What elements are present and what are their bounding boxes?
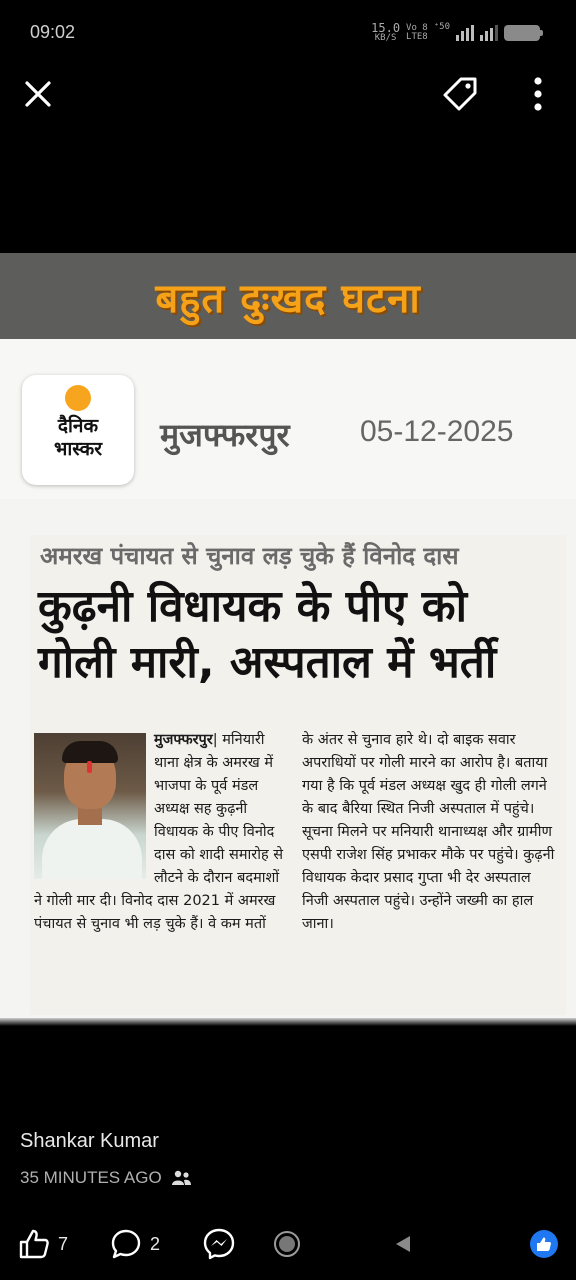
messenger-icon [202, 1227, 236, 1261]
more-options-button[interactable] [516, 72, 560, 116]
photo-banner [0, 253, 576, 339]
news-dateline: मुजफ्फरपुर [154, 732, 213, 748]
volte-line1: Vo 8 [406, 22, 428, 33]
news-body-left: मनियारी थाना क्षेत्र के अमरख में भाजपा के पूर्व मंडल अध्यक्ष सह कुढ़नी विधायक के पीए विनोद दास को शादी समारोह से लौटने के दौरान बदमाशों ने गोली मार दी। विनोद दास 2021 में अमरख पंचायत से चुनाव भी लड़ चुके हैं। वे कम मतों [34, 732, 284, 932]
back-button[interactable] [392, 1224, 414, 1264]
newspaper-header [0, 339, 576, 499]
tag-button[interactable] [438, 72, 482, 116]
more-vertical-icon [533, 77, 543, 111]
news-headline: कुढ़नी विधायक के पीए को गोली मारी, अस्पताल में भर्ती [38, 581, 497, 688]
status-indicators [371, 22, 540, 43]
photo-hair [62, 741, 118, 763]
logo-line1: दैनिक [57, 415, 99, 437]
photo-tilak [87, 761, 92, 773]
comment-button[interactable] [110, 1224, 160, 1264]
photo-shirt [42, 819, 142, 879]
comment-count: 2 [150, 1233, 161, 1254]
tag-icon [441, 75, 479, 113]
like-button[interactable] [18, 1224, 68, 1264]
news-person-photo [34, 733, 146, 879]
friends-icon [170, 1170, 192, 1186]
post-photo[interactable] [0, 253, 576, 1025]
logo-line2: भास्कर [53, 438, 103, 460]
like-badge [530, 1230, 558, 1258]
like-badge-icon [536, 1236, 552, 1252]
status-bar [0, 0, 576, 64]
post-time-row [20, 1168, 192, 1188]
sun-icon [65, 385, 91, 411]
home-button[interactable] [272, 1224, 302, 1264]
close-button[interactable] [16, 72, 60, 116]
post-author[interactable]: Shankar Kumar [20, 1130, 159, 1152]
logo-text [22, 415, 134, 461]
photo-toolbar [0, 64, 576, 124]
net-speed-unit: KB/S [374, 33, 397, 43]
news-kicker: अमरख पंचायत से चुनाव लड़ चुके हैं विनोद दास [40, 542, 459, 570]
photo-edge [0, 1018, 576, 1026]
volte-line2: LTE8 [406, 31, 428, 42]
like-count: 7 [58, 1233, 69, 1254]
net-speed [371, 22, 400, 43]
status-time: 09:02 [30, 22, 76, 42]
news-column-right: के अंतर से चुनाव हारे थे। दो बाइक सवार अपराधियों पर गोली मारने का आरोप है। बताया गया है कि पूर्व मंडल अध्यक्ष खुद ही गोली लगने के बाद बैरिया स्थित निजी अस्पताल में पहुंचे। सूचना मिलने पर मनियारी थानाध्यक्ष और ग्रामीण एसपी राजेश सिंह प्रभाकर मौके पर पहुंचे। कुढ़नी विधायक केदार प्रसाद गुप्ता भी देर अस्पताल निजी अस्पताल पहुंचे। उन्होंने जख्मी का हाल जाना। [302, 732, 555, 932]
thumbs-up-icon [18, 1228, 50, 1260]
banner-title: बहुत दुःखद घटना [155, 275, 421, 322]
news-clipping [30, 535, 566, 1015]
header-date: 05-12-2025 [360, 415, 514, 448]
volte-indicator [406, 24, 428, 42]
signal-label: ⁺50 [433, 22, 450, 32]
dateline-sep: | [212, 732, 223, 748]
signal-icon [456, 25, 474, 41]
dainik-bhaskar-logo [22, 375, 134, 485]
comment-icon [110, 1228, 142, 1260]
home-circle-icon [272, 1229, 302, 1259]
battery-icon [504, 25, 540, 41]
messenger-button[interactable] [202, 1224, 236, 1264]
close-icon [24, 80, 52, 108]
header-city: मुजफ्फरपुर [160, 416, 290, 454]
signal-icon-2 [480, 25, 498, 41]
net-speed-value: 15.0 [371, 21, 401, 35]
post-time: 35 MINUTES AGO [20, 1168, 162, 1187]
post-action-bar [0, 1218, 576, 1270]
back-triangle-icon [392, 1233, 414, 1255]
news-column-left [34, 729, 286, 997]
